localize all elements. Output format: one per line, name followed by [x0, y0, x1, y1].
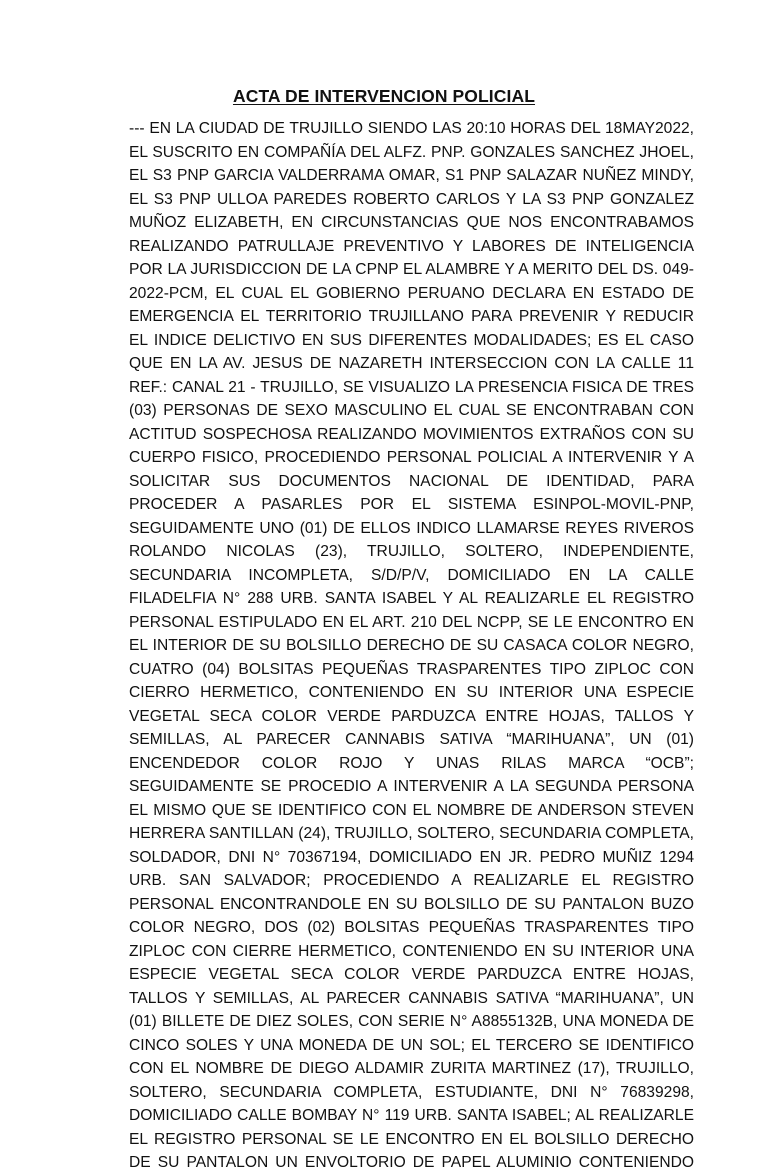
body-line: URB. SAN SALVADOR; PROCEDIENDO A REALIZARLE EL REGISTRO	[129, 872, 694, 889]
body-line: SEGUIDAMENTE UNO (01) DE ELLOS INDICO LLAMARSE REYES RIVEROS	[129, 519, 694, 537]
body-line: CIERRO HERMETICO, CONTENIENDO EN SU INTERIOR UNA ESPECIE	[129, 684, 694, 701]
body-line: SECUNDARIA INCOMPLETA, S/D/P/V, DOMICILIADO EN LA CALLE	[129, 566, 694, 584]
body-line: EL SUSCRITO EN COMPAÑÍA DEL ALFZ. PNP. GONZALES SANCHEZ JHOEL,	[129, 143, 694, 161]
body-line: VEGETAL SECA COLOR VERDE PARDUZCA ENTRE HOJAS, TALLOS Y	[129, 707, 694, 725]
body-line: EL S3 PNP ULLOA PAREDES ROBERTO CARLOS Y LA S3 PNP GONZALEZ	[129, 190, 694, 208]
body-line: (03) PERSONAS DE SEXO MASCULINO EL CUAL SE ENCONTRABAN CON	[129, 402, 694, 419]
body-line: HERRERA SANTILLAN (24), TRUJILLO, SOLTERO, SECUNDARIA COMPLETA,	[129, 825, 694, 842]
body-line: EL INDICE DELICTIVO EN SUS DIFERENTES MODALIDADES; ES EL CASO	[129, 331, 694, 349]
body-line: ESPECIE VEGETAL SECA COLOR VERDE PARDUZCA ENTRE HOJAS,	[129, 966, 694, 983]
body-line: FILADELFIA N° 288 URB. SANTA ISABEL Y AL REALIZARLE EL REGISTRO	[129, 590, 694, 607]
body-line: CUATRO (04) BOLSITAS PEQUEÑAS TRASPARENTES TIPO ZIPLOC CON	[129, 660, 694, 678]
body-line: PERSONAL ENCONTRANDOLE EN SU BOLSILLO DE SU PANTALON BUZO	[129, 895, 694, 913]
body-line: MUÑOZ ELIZABETH, EN CIRCUNSTANCIAS QUE NOS ENCONTRABAMOS	[129, 214, 694, 231]
body-line: DOMICILIADO CALLE BOMBAY N° 119 URB. SANTA ISABEL; AL REALIZARLE	[129, 1107, 694, 1124]
body-line: ACTITUD SOSPECHOSA REALIZANDO MOVIMIENTOS EXTRAÑOS CON SU	[129, 425, 694, 443]
body-line: TALLOS Y SEMILLAS, AL PARECER CANNABIS SATIVA “MARIHUANA”, UN	[129, 989, 694, 1007]
body-line: CUERPO FISICO, PROCEDIENDO PERSONAL POLICIAL A INTERVENIR Y A	[129, 449, 694, 466]
body-line: PROCEDER A PASARLES POR EL SISTEMA ESINPOL-MOVIL-PNP,	[129, 496, 694, 513]
body-line: SOLDADOR, DNI N° 70367194, DOMICILIADO EN JR. PEDRO MUÑIZ 1294	[129, 848, 694, 866]
body-line: EL INTERIOR DE SU BOLSILLO DERECHO DE SU CASACA COLOR NEGRO,	[129, 637, 694, 654]
body-line: ROLANDO NICOLAS (23), TRUJILLO, SOLTERO, INDEPENDIENTE,	[129, 543, 694, 560]
body-line: SEMILLAS, AL PARECER CANNABIS SATIVA “MARIHUANA”, UN (01)	[129, 731, 694, 748]
document-body	[129, 117, 694, 1175]
body-line: CINCO SOLES Y UNA MONEDA DE UN SOL; EL TERCERO SE IDENTIFICO	[129, 1036, 694, 1054]
document-title: ACTA DE INTERVENCION POLICIAL	[232, 86, 536, 106]
body-line: COLOR NEGRO, DOS (02) BOLSITAS PEQUEÑAS TRASPARENTES TIPO	[129, 919, 694, 936]
body-line: --- EN LA CIUDAD DE TRUJILLO SIENDO LAS 20:10 HORAS DEL 18MAY2022,	[129, 120, 694, 137]
body-line: REALIZANDO PATRULLAJE PREVENTIVO Y LABORES DE INTELIGENCIA	[129, 237, 694, 255]
body-line: EL MISMO QUE SE IDENTIFICO CON EL NOMBRE DE ANDERSON STEVEN	[129, 801, 694, 819]
body-line: SOLTERO, SECUNDARIA COMPLETA, ESTUDIANTE, DNI N° 76839298,	[129, 1083, 694, 1101]
body-line: DE SU PANTALON UN ENVOLTORIO DE PAPEL ALUMINIO CONTENIENDO	[129, 1154, 694, 1171]
body-line: ENCENDEDOR COLOR ROJO Y UNAS RILAS MARCA “OCB”;	[129, 754, 694, 772]
body-line: (01) BILLETE DE DIEZ SOLES, CON SERIE N° A8855132B, UNA MONEDA DE	[129, 1013, 694, 1030]
body-line: EMERGENCIA EL TERRITORIO TRUJILLANO PARA PREVENIR Y REDUCIR	[129, 308, 694, 325]
body-line: 2022-PCM, EL CUAL EL GOBIERNO PERUANO DECLARA EN ESTADO DE	[129, 284, 694, 302]
body-line: EL S3 PNP GARCIA VALDERRAMA OMAR, S1 PNP SALAZAR NUÑEZ MINDY,	[129, 167, 694, 184]
body-line: ZIPLOC CON CIERRE HERMETICO, CONTENIENDO EN SU INTERIOR UNA	[129, 942, 694, 960]
body-line: POR LA JURISDICCION DE LA CPNP EL ALAMBRE Y A MERITO DEL DS. 049-	[129, 261, 694, 278]
body-line: CON EL NOMBRE DE DIEGO ALDAMIR ZURITA MARTINEZ (17), TRUJILLO,	[129, 1060, 694, 1077]
body-line: REF.: CANAL 21 - TRUJILLO, SE VISUALIZO LA PRESENCIA FISICA DE TRES	[129, 378, 694, 396]
body-line: SEGUIDAMENTE SE PROCEDIO A INTERVENIR A LA SEGUNDA PERSONA	[129, 778, 694, 795]
body-line: QUE EN LA AV. JESUS DE NAZARETH INTERSECCION CON LA CALLE 11	[129, 355, 694, 372]
body-line: SOLICITAR SUS DOCUMENTOS NACIONAL DE IDENTIDAD, PARA	[129, 472, 694, 490]
body-line: PERSONAL ESTIPULADO EN EL ART. 210 DEL NCPP, SE LE ENCONTRO EN	[129, 613, 694, 631]
body-line: EL REGISTRO PERSONAL SE LE ENCONTRO EN EL BOLSILLO DERECHO	[129, 1130, 694, 1148]
